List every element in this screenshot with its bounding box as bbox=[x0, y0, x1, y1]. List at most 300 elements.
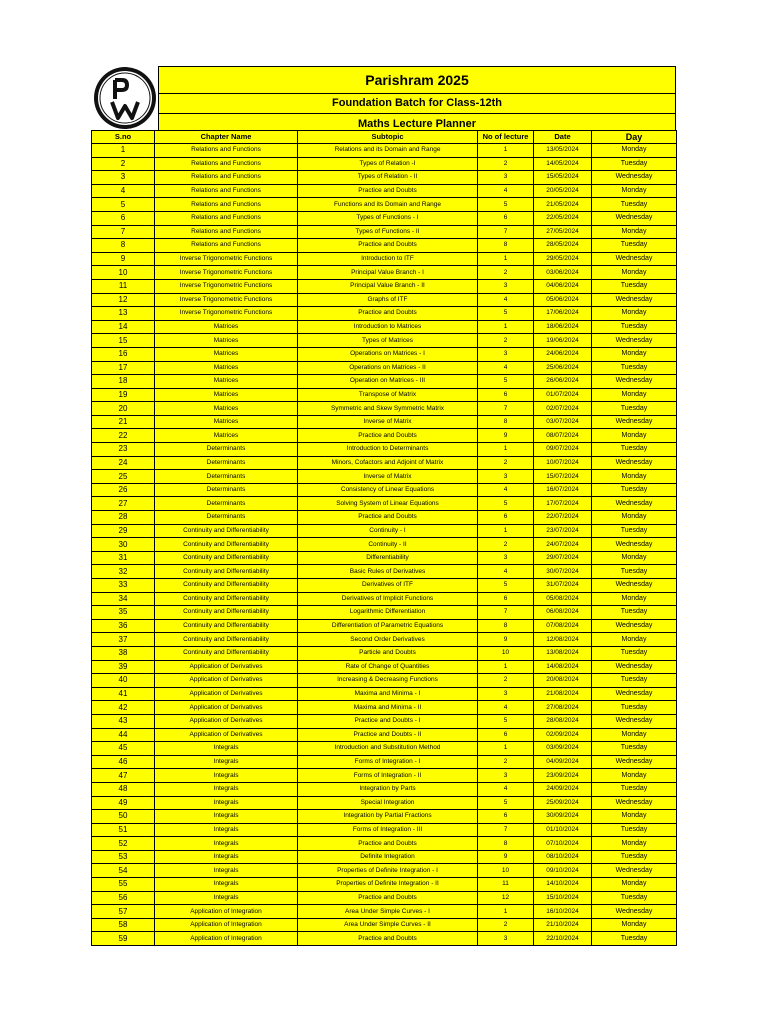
cell-sno: 24 bbox=[92, 456, 155, 470]
cell-date: 14/10/2024 bbox=[534, 878, 592, 892]
cell-chapter: Determinants bbox=[155, 470, 298, 484]
cell-chapter: Integrals bbox=[155, 810, 298, 824]
cell-chapter: Relations and Functions bbox=[155, 225, 298, 239]
cell-lecture-no: 9 bbox=[478, 429, 534, 443]
cell-sno: 19 bbox=[92, 388, 155, 402]
cell-lecture-no: 2 bbox=[478, 266, 534, 280]
cell-sno: 29 bbox=[92, 524, 155, 538]
cell-subtopic: Principal Value Branch - I bbox=[298, 266, 478, 280]
cell-subtopic: Area Under Simple Curves - II bbox=[298, 918, 478, 932]
table-row bbox=[92, 483, 677, 497]
cell-day: Tuesday bbox=[592, 932, 677, 946]
cell-sno: 22 bbox=[92, 429, 155, 443]
table-row bbox=[92, 687, 677, 701]
cell-lecture-no: 11 bbox=[478, 878, 534, 892]
cell-day: Monday bbox=[592, 144, 677, 158]
cell-chapter: Integrals bbox=[155, 742, 298, 756]
cell-date: 03/09/2024 bbox=[534, 742, 592, 756]
cell-sno: 56 bbox=[92, 891, 155, 905]
cell-date: 21/05/2024 bbox=[534, 198, 592, 212]
cell-date: 02/07/2024 bbox=[534, 402, 592, 416]
cell-sno: 25 bbox=[92, 470, 155, 484]
cell-day: Monday bbox=[592, 470, 677, 484]
cell-chapter: Inverse Trigonometric Functions bbox=[155, 279, 298, 293]
cell-subtopic: Differentiation of Parametric Equations bbox=[298, 619, 478, 633]
cell-day: Tuesday bbox=[592, 701, 677, 715]
cell-date: 07/08/2024 bbox=[534, 619, 592, 633]
cell-sno: 57 bbox=[92, 905, 155, 919]
cell-subtopic: Properties of Definite Integration - I bbox=[298, 864, 478, 878]
cell-day: Monday bbox=[592, 810, 677, 824]
cell-lecture-no: 2 bbox=[478, 334, 534, 348]
cell-chapter: Application of Integration bbox=[155, 932, 298, 946]
cell-lecture-no: 5 bbox=[478, 579, 534, 593]
cell-day: Monday bbox=[592, 266, 677, 280]
cell-sno: 43 bbox=[92, 714, 155, 728]
cell-sno: 49 bbox=[92, 796, 155, 810]
cell-lecture-no: 2 bbox=[478, 456, 534, 470]
cell-subtopic: Practice and Doubts - II bbox=[298, 728, 478, 742]
cell-lecture-no: 9 bbox=[478, 850, 534, 864]
cell-date: 24/07/2024 bbox=[534, 538, 592, 552]
cell-day: Monday bbox=[592, 307, 677, 321]
cell-day: Tuesday bbox=[592, 646, 677, 660]
cell-chapter: Integrals bbox=[155, 891, 298, 905]
cell-lecture-no: 12 bbox=[478, 891, 534, 905]
cell-subtopic: Operation on Matrices - III bbox=[298, 375, 478, 389]
cell-lecture-no: 7 bbox=[478, 225, 534, 239]
table-row bbox=[92, 823, 677, 837]
cell-sno: 5 bbox=[92, 198, 155, 212]
cell-subtopic: Differentiability bbox=[298, 551, 478, 565]
cell-subtopic: Forms of Integration - II bbox=[298, 769, 478, 783]
cell-chapter: Matrices bbox=[155, 361, 298, 375]
cell-lecture-no: 7 bbox=[478, 606, 534, 620]
table-row bbox=[92, 347, 677, 361]
cell-sno: 35 bbox=[92, 606, 155, 620]
cell-day: Wednesday bbox=[592, 687, 677, 701]
cell-day: Wednesday bbox=[592, 252, 677, 266]
cell-chapter: Matrices bbox=[155, 388, 298, 402]
cell-sno: 7 bbox=[92, 225, 155, 239]
cell-subtopic: Introduction to Matrices bbox=[298, 320, 478, 334]
cell-day: Tuesday bbox=[592, 606, 677, 620]
cell-day: Wednesday bbox=[592, 456, 677, 470]
cell-sno: 46 bbox=[92, 755, 155, 769]
table-row bbox=[92, 606, 677, 620]
title-block bbox=[158, 66, 676, 134]
cell-date: 22/10/2024 bbox=[534, 932, 592, 946]
table-row bbox=[92, 211, 677, 225]
cell-subtopic: Derivatives of Implicit Functions bbox=[298, 592, 478, 606]
table-row bbox=[92, 279, 677, 293]
cell-date: 24/09/2024 bbox=[534, 782, 592, 796]
batch-subtitle: Foundation Batch for Class-12th bbox=[159, 94, 675, 114]
cell-day: Tuesday bbox=[592, 674, 677, 688]
cell-subtopic: Transpose of Matrix bbox=[298, 388, 478, 402]
table-row bbox=[92, 320, 677, 334]
table-row bbox=[92, 810, 677, 824]
cell-lecture-no: 5 bbox=[478, 714, 534, 728]
cell-sno: 34 bbox=[92, 592, 155, 606]
cell-sno: 23 bbox=[92, 443, 155, 457]
cell-subtopic: Logarithmic Differentiation bbox=[298, 606, 478, 620]
table-row bbox=[92, 402, 677, 416]
cell-chapter: Application of Derivatives bbox=[155, 687, 298, 701]
cell-subtopic: Basic Rules of Derivatives bbox=[298, 565, 478, 579]
cell-day: Tuesday bbox=[592, 402, 677, 416]
cell-chapter: Integrals bbox=[155, 782, 298, 796]
cell-chapter: Inverse Trigonometric Functions bbox=[155, 293, 298, 307]
document-title: Parishram 2025 bbox=[159, 67, 675, 94]
cell-lecture-no: 10 bbox=[478, 864, 534, 878]
table-row bbox=[92, 252, 677, 266]
planner-title: Maths Lecture Planner bbox=[358, 118, 476, 130]
cell-chapter: Determinants bbox=[155, 483, 298, 497]
cell-lecture-no: 4 bbox=[478, 701, 534, 715]
cell-lecture-no: 6 bbox=[478, 592, 534, 606]
cell-lecture-no: 3 bbox=[478, 279, 534, 293]
cell-lecture-no: 8 bbox=[478, 415, 534, 429]
cell-chapter: Integrals bbox=[155, 796, 298, 810]
cell-sno: 2 bbox=[92, 157, 155, 171]
cell-lecture-no: 5 bbox=[478, 497, 534, 511]
cell-date: 01/10/2024 bbox=[534, 823, 592, 837]
cell-lecture-no: 4 bbox=[478, 782, 534, 796]
cell-day: Tuesday bbox=[592, 565, 677, 579]
table-row bbox=[92, 782, 677, 796]
cell-date: 08/10/2024 bbox=[534, 850, 592, 864]
table-row bbox=[92, 551, 677, 565]
cell-lecture-no: 7 bbox=[478, 402, 534, 416]
cell-lecture-no: 3 bbox=[478, 687, 534, 701]
table-row bbox=[92, 266, 677, 280]
cell-subtopic: Integration by Parts bbox=[298, 782, 478, 796]
table-row bbox=[92, 388, 677, 402]
cell-chapter: Integrals bbox=[155, 755, 298, 769]
cell-day: Monday bbox=[592, 511, 677, 525]
table-row bbox=[92, 375, 677, 389]
table-row bbox=[92, 239, 677, 253]
cell-subtopic: Second Order Derivatives bbox=[298, 633, 478, 647]
cell-chapter: Continuity and Differentiability bbox=[155, 619, 298, 633]
cell-day: Wednesday bbox=[592, 211, 677, 225]
lecture-planner-table bbox=[91, 130, 677, 946]
table-row bbox=[92, 511, 677, 525]
cell-chapter: Matrices bbox=[155, 402, 298, 416]
cell-sno: 10 bbox=[92, 266, 155, 280]
cell-subtopic: Functions and its Domain and Range bbox=[298, 198, 478, 212]
cell-sno: 20 bbox=[92, 402, 155, 416]
cell-lecture-no: 9 bbox=[478, 633, 534, 647]
cell-lecture-no: 1 bbox=[478, 252, 534, 266]
table-row bbox=[92, 891, 677, 905]
cell-sno: 21 bbox=[92, 415, 155, 429]
cell-day: Monday bbox=[592, 633, 677, 647]
table-row bbox=[92, 769, 677, 783]
cell-sno: 53 bbox=[92, 850, 155, 864]
cell-lecture-no: 3 bbox=[478, 769, 534, 783]
cell-lecture-no: 5 bbox=[478, 796, 534, 810]
cell-chapter: Continuity and Differentiability bbox=[155, 565, 298, 579]
cell-chapter: Application of Derivatives bbox=[155, 674, 298, 688]
cell-sno: 59 bbox=[92, 932, 155, 946]
table-row bbox=[92, 171, 677, 185]
cell-date: 05/08/2024 bbox=[534, 592, 592, 606]
table-row bbox=[92, 361, 677, 375]
cell-lecture-no: 1 bbox=[478, 742, 534, 756]
cell-lecture-no: 3 bbox=[478, 932, 534, 946]
cell-day: Monday bbox=[592, 429, 677, 443]
column-header-subtopic: Subtopic bbox=[298, 131, 478, 144]
cell-chapter: Application of Derivatives bbox=[155, 728, 298, 742]
table-row bbox=[92, 429, 677, 443]
cell-lecture-no: 8 bbox=[478, 239, 534, 253]
table-row bbox=[92, 470, 677, 484]
cell-subtopic: Operations on Matrices - II bbox=[298, 361, 478, 375]
cell-subtopic: Special Integration bbox=[298, 796, 478, 810]
cell-sno: 40 bbox=[92, 674, 155, 688]
cell-date: 17/07/2024 bbox=[534, 497, 592, 511]
cell-day: Monday bbox=[592, 918, 677, 932]
table-row bbox=[92, 701, 677, 715]
cell-subtopic: Types of Functions - II bbox=[298, 225, 478, 239]
cell-day: Wednesday bbox=[592, 415, 677, 429]
cell-date: 26/06/2024 bbox=[534, 375, 592, 389]
cell-day: Monday bbox=[592, 878, 677, 892]
table-row bbox=[92, 579, 677, 593]
table-row bbox=[92, 905, 677, 919]
cell-lecture-no: 4 bbox=[478, 483, 534, 497]
cell-subtopic: Introduction to Determinants bbox=[298, 443, 478, 457]
cell-lecture-no: 3 bbox=[478, 347, 534, 361]
cell-chapter: Inverse Trigonometric Functions bbox=[155, 252, 298, 266]
cell-chapter: Continuity and Differentiability bbox=[155, 633, 298, 647]
column-header-lecture-no: No of lecture bbox=[478, 131, 534, 144]
table-row bbox=[92, 714, 677, 728]
table-row bbox=[92, 674, 677, 688]
cell-chapter: Relations and Functions bbox=[155, 198, 298, 212]
cell-chapter: Relations and Functions bbox=[155, 239, 298, 253]
cell-date: 15/05/2024 bbox=[534, 171, 592, 185]
cell-chapter: Relations and Functions bbox=[155, 171, 298, 185]
cell-subtopic: Practice and Doubts bbox=[298, 239, 478, 253]
cell-date: 03/07/2024 bbox=[534, 415, 592, 429]
cell-chapter: Continuity and Differentiability bbox=[155, 606, 298, 620]
cell-sno: 36 bbox=[92, 619, 155, 633]
cell-subtopic: Rate of Change of Quantities bbox=[298, 660, 478, 674]
cell-chapter: Determinants bbox=[155, 497, 298, 511]
cell-subtopic: Continuity - I bbox=[298, 524, 478, 538]
cell-date: 07/10/2024 bbox=[534, 837, 592, 851]
table-row bbox=[92, 524, 677, 538]
table-row bbox=[92, 157, 677, 171]
cell-day: Wednesday bbox=[592, 864, 677, 878]
cell-day: Tuesday bbox=[592, 483, 677, 497]
cell-lecture-no: 6 bbox=[478, 728, 534, 742]
cell-subtopic: Inverse of Matrix bbox=[298, 415, 478, 429]
cell-day: Tuesday bbox=[592, 443, 677, 457]
cell-sno: 6 bbox=[92, 211, 155, 225]
cell-lecture-no: 3 bbox=[478, 551, 534, 565]
cell-date: 21/10/2024 bbox=[534, 918, 592, 932]
cell-subtopic: Relations and its Domain and Range bbox=[298, 144, 478, 158]
cell-sno: 41 bbox=[92, 687, 155, 701]
cell-subtopic: Minors, Cofactors and Adjoint of Matrix bbox=[298, 456, 478, 470]
cell-subtopic: Practice and Doubts bbox=[298, 932, 478, 946]
pw-logo bbox=[91, 66, 158, 130]
table-row bbox=[92, 660, 677, 674]
cell-subtopic: Continuity - II bbox=[298, 538, 478, 552]
column-header-date: Date bbox=[534, 131, 592, 144]
cell-date: 04/09/2024 bbox=[534, 755, 592, 769]
table-body bbox=[92, 144, 677, 946]
cell-day: Wednesday bbox=[592, 619, 677, 633]
cell-lecture-no: 1 bbox=[478, 524, 534, 538]
cell-chapter: Determinants bbox=[155, 456, 298, 470]
table-row bbox=[92, 864, 677, 878]
cell-sno: 16 bbox=[92, 347, 155, 361]
cell-date: 28/08/2024 bbox=[534, 714, 592, 728]
table-row bbox=[92, 878, 677, 892]
cell-day: Tuesday bbox=[592, 891, 677, 905]
cell-day: Tuesday bbox=[592, 850, 677, 864]
cell-sno: 39 bbox=[92, 660, 155, 674]
cell-sno: 44 bbox=[92, 728, 155, 742]
cell-date: 25/09/2024 bbox=[534, 796, 592, 810]
cell-day: Tuesday bbox=[592, 823, 677, 837]
table-row bbox=[92, 538, 677, 552]
cell-date: 09/07/2024 bbox=[534, 443, 592, 457]
cell-chapter: Application of Integration bbox=[155, 905, 298, 919]
cell-sno: 55 bbox=[92, 878, 155, 892]
cell-chapter: Matrices bbox=[155, 429, 298, 443]
cell-subtopic: Practice and Doubts bbox=[298, 429, 478, 443]
cell-subtopic: Practice and Doubts bbox=[298, 307, 478, 321]
cell-date: 08/07/2024 bbox=[534, 429, 592, 443]
table-row bbox=[92, 334, 677, 348]
cell-day: Monday bbox=[592, 551, 677, 565]
table-row bbox=[92, 796, 677, 810]
table-row bbox=[92, 742, 677, 756]
cell-date: 14/08/2024 bbox=[534, 660, 592, 674]
cell-day: Wednesday bbox=[592, 375, 677, 389]
table-row bbox=[92, 728, 677, 742]
cell-date: 23/09/2024 bbox=[534, 769, 592, 783]
cell-date: 06/08/2024 bbox=[534, 606, 592, 620]
cell-sno: 48 bbox=[92, 782, 155, 796]
table-row bbox=[92, 592, 677, 606]
cell-sno: 51 bbox=[92, 823, 155, 837]
table-row bbox=[92, 918, 677, 932]
table-row bbox=[92, 456, 677, 470]
cell-date: 30/09/2024 bbox=[534, 810, 592, 824]
cell-day: Wednesday bbox=[592, 714, 677, 728]
cell-lecture-no: 1 bbox=[478, 320, 534, 334]
cell-date: 20/08/2024 bbox=[534, 674, 592, 688]
cell-chapter: Matrices bbox=[155, 375, 298, 389]
cell-subtopic: Symmetric and Skew Symmetric Matrix bbox=[298, 402, 478, 416]
cell-chapter: Continuity and Differentiability bbox=[155, 551, 298, 565]
cell-date: 12/08/2024 bbox=[534, 633, 592, 647]
cell-sno: 54 bbox=[92, 864, 155, 878]
cell-day: Tuesday bbox=[592, 524, 677, 538]
table-row bbox=[92, 443, 677, 457]
cell-sno: 50 bbox=[92, 810, 155, 824]
cell-date: 18/06/2024 bbox=[534, 320, 592, 334]
cell-lecture-no: 4 bbox=[478, 565, 534, 579]
cell-date: 22/07/2024 bbox=[534, 511, 592, 525]
cell-lecture-no: 5 bbox=[478, 375, 534, 389]
cell-chapter: Integrals bbox=[155, 850, 298, 864]
table-row bbox=[92, 144, 677, 158]
table-row bbox=[92, 837, 677, 851]
table-row bbox=[92, 755, 677, 769]
cell-date: 29/05/2024 bbox=[534, 252, 592, 266]
column-header-day: Day bbox=[592, 131, 677, 144]
table-row bbox=[92, 198, 677, 212]
cell-chapter: Application of Derivatives bbox=[155, 701, 298, 715]
cell-lecture-no: 10 bbox=[478, 646, 534, 660]
cell-date: 27/08/2024 bbox=[534, 701, 592, 715]
cell-sno: 9 bbox=[92, 252, 155, 266]
cell-subtopic: Integration by Partial Fractions bbox=[298, 810, 478, 824]
cell-date: 13/05/2024 bbox=[534, 144, 592, 158]
cell-day: Tuesday bbox=[592, 198, 677, 212]
cell-subtopic: Types of Matrices bbox=[298, 334, 478, 348]
cell-day: Monday bbox=[592, 347, 677, 361]
cell-subtopic: Inverse of Matrix bbox=[298, 470, 478, 484]
cell-chapter: Continuity and Differentiability bbox=[155, 579, 298, 593]
cell-sno: 32 bbox=[92, 565, 155, 579]
cell-day: Monday bbox=[592, 769, 677, 783]
cell-date: 31/07/2024 bbox=[534, 579, 592, 593]
cell-sno: 30 bbox=[92, 538, 155, 552]
cell-sno: 12 bbox=[92, 293, 155, 307]
cell-sno: 15 bbox=[92, 334, 155, 348]
cell-lecture-no: 5 bbox=[478, 307, 534, 321]
cell-sno: 13 bbox=[92, 307, 155, 321]
table-row bbox=[92, 225, 677, 239]
cell-lecture-no: 4 bbox=[478, 293, 534, 307]
cell-day: Wednesday bbox=[592, 497, 677, 511]
table-row bbox=[92, 932, 677, 946]
cell-sno: 42 bbox=[92, 701, 155, 715]
cell-day: Wednesday bbox=[592, 293, 677, 307]
cell-date: 30/07/2024 bbox=[534, 565, 592, 579]
cell-lecture-no: 1 bbox=[478, 905, 534, 919]
cell-chapter: Matrices bbox=[155, 347, 298, 361]
cell-day: Wednesday bbox=[592, 660, 677, 674]
cell-subtopic: Practice and Doubts bbox=[298, 184, 478, 198]
cell-date: 17/06/2024 bbox=[534, 307, 592, 321]
cell-lecture-no: 6 bbox=[478, 388, 534, 402]
cell-lecture-no: 2 bbox=[478, 755, 534, 769]
cell-chapter: Inverse Trigonometric Functions bbox=[155, 307, 298, 321]
cell-lecture-no: 4 bbox=[478, 184, 534, 198]
cell-day: Monday bbox=[592, 388, 677, 402]
table-row bbox=[92, 646, 677, 660]
cell-sno: 11 bbox=[92, 279, 155, 293]
cell-subtopic: Area Under Simple Curves - I bbox=[298, 905, 478, 919]
cell-sno: 33 bbox=[92, 579, 155, 593]
cell-lecture-no: 6 bbox=[478, 810, 534, 824]
cell-subtopic: Practice and Doubts bbox=[298, 891, 478, 905]
cell-lecture-no: 8 bbox=[478, 619, 534, 633]
column-header-chapter: Chapter Name bbox=[155, 131, 298, 144]
cell-date: 16/07/2024 bbox=[534, 483, 592, 497]
cell-sno: 18 bbox=[92, 375, 155, 389]
